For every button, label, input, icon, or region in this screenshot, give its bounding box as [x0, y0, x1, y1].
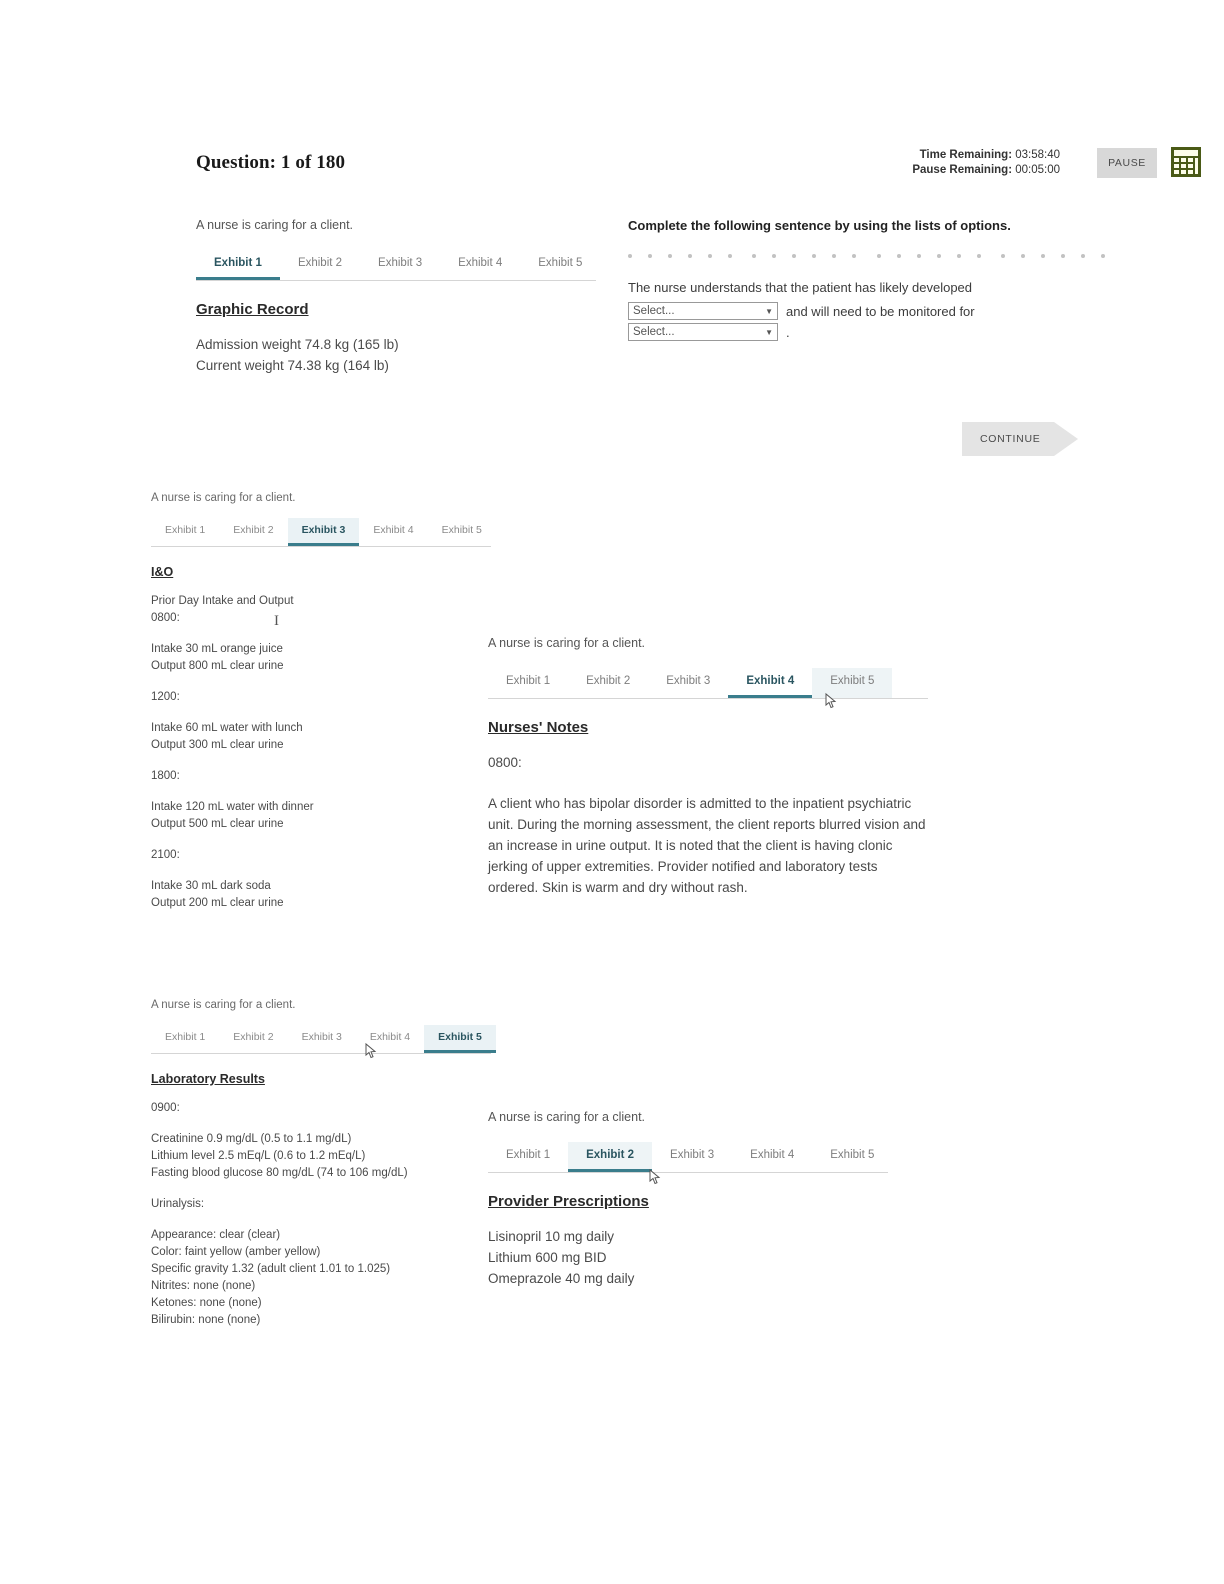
urinalysis-line: Color: faint yellow (amber yellow) — [151, 1246, 321, 1258]
tab-exhibit-5[interactable]: Exhibit 5 — [538, 257, 583, 269]
exhibit-panel-laboratory — [151, 999, 491, 1329]
caring-text: A nurse is caring for a client. — [151, 999, 296, 1011]
timer-block — [912, 148, 1060, 178]
lab-result: Creatinine 0.9 mg/dL (0.5 to 1.1 mg/dL) — [151, 1133, 352, 1145]
current-weight: Current weight 74.38 kg (164 lb) — [196, 358, 389, 373]
io-line: Intake 60 mL water with lunch — [151, 722, 303, 734]
dropdown-condition-value: Select... — [633, 305, 675, 317]
pause-button[interactable]: PAUSE — [1097, 148, 1157, 178]
prescription-line: Lithium 600 mg BID — [488, 1250, 607, 1265]
section-title: Graphic Record — [196, 301, 309, 318]
exhibit-tabs-io — [151, 518, 491, 547]
io-line: Intake 30 mL dark soda — [151, 880, 271, 892]
urinalysis-line: Nitrites: none (none) — [151, 1280, 256, 1292]
chevron-down-icon: ▼ — [765, 306, 773, 316]
tab-exhibit-4[interactable]: Exhibit 4 — [369, 1031, 411, 1043]
tab-exhibit-2[interactable]: Exhibit 2 — [586, 675, 631, 687]
tab-exhibit-2[interactable]: Exhibit 2 — [568, 1142, 652, 1172]
tab-exhibit-4[interactable]: Exhibit 4 — [373, 524, 414, 536]
caring-text: A nurse is caring for a client. — [488, 1110, 646, 1124]
tab-exhibit-3[interactable]: Exhibit 3 — [666, 675, 711, 687]
io-line: Output 300 mL clear urine — [151, 739, 284, 751]
section-title: Laboratory Results — [151, 1072, 265, 1086]
admission-weight: Admission weight 74.8 kg (165 lb) — [196, 337, 399, 352]
tab-exhibit-2[interactable]: Exhibit 2 — [233, 1031, 274, 1043]
tab-exhibit-4[interactable]: Exhibit 4 — [750, 1149, 795, 1161]
tab-exhibit-5[interactable]: Exhibit 5 — [424, 1025, 496, 1053]
lab-result: Lithium level 2.5 mEq/L (0.6 to 1.2 mEq/L) — [151, 1150, 366, 1162]
sentence-lead: The nurse understands that the patient has likely developed — [628, 280, 973, 295]
tab-exhibit-4[interactable]: Exhibit 4 — [458, 257, 503, 269]
exhibit-tabs-graphic — [196, 250, 596, 281]
urinalysis-line: Appearance: clear (clear) — [151, 1229, 281, 1241]
tab-exhibit-1[interactable]: Exhibit 1 — [165, 1031, 206, 1043]
pause-remaining-value: 00:05:00 — [1015, 164, 1060, 176]
exhibit-tabs-rx — [488, 1142, 888, 1173]
exhibit-tabs-labs — [151, 1025, 491, 1054]
lab-time: 0900: — [151, 1102, 180, 1114]
urinalysis-line: Bilirubin: none (none) — [151, 1314, 261, 1326]
sentence-mid: and will need to be monitored for — [786, 303, 975, 319]
io-line: Output 500 mL clear urine — [151, 818, 284, 830]
tab-exhibit-1[interactable]: Exhibit 1 — [165, 524, 206, 536]
sentence-period: . — [786, 324, 790, 340]
note-time: 0800: — [488, 755, 522, 770]
dropdown-condition[interactable] — [628, 302, 778, 320]
continue-arrow-icon — [1054, 422, 1078, 456]
tab-exhibit-3[interactable]: Exhibit 3 — [670, 1149, 715, 1161]
select-row-2 — [628, 323, 1068, 341]
tab-exhibit-1[interactable]: Exhibit 1 — [196, 250, 280, 280]
dotted-separator — [628, 247, 1068, 265]
io-line: 1800: — [151, 770, 180, 782]
exhibit-panel-graphic-record — [196, 218, 596, 376]
note-paragraph: A client who has bipolar disorder is admitted to the inpatient psychiatric unit. During the morning assessment, the client reports blurred vision and an increase in urine output. It is noted that the client is having clonic jerking of upper extremities. Provider notified and laboratory tests ordered. Skin is warm and dry without rash. — [488, 796, 926, 895]
exhibit-panel-prescriptions — [488, 1110, 888, 1289]
io-line: Output 200 mL clear urine — [151, 897, 284, 909]
tab-exhibit-2[interactable]: Exhibit 2 — [233, 524, 274, 536]
caring-text: A nurse is caring for a client. — [196, 218, 354, 232]
dropdown-monitor[interactable] — [628, 323, 778, 341]
tab-exhibit-5[interactable]: Exhibit 5 — [812, 668, 892, 698]
dropdown-monitor-value: Select... — [633, 326, 675, 338]
question-panel — [628, 218, 1068, 341]
tab-exhibit-1[interactable]: Exhibit 1 — [506, 675, 551, 687]
continue-button[interactable] — [962, 422, 1078, 456]
section-title: Nurses' Notes — [488, 719, 589, 736]
io-line: Intake 120 mL water with dinner — [151, 801, 314, 813]
text-cursor-icon: I — [274, 613, 279, 629]
caring-text: A nurse is caring for a client. — [151, 492, 296, 504]
urinalysis-label: Urinalysis: — [151, 1198, 205, 1210]
io-line: 2100: — [151, 849, 180, 861]
exhibit-tabs-notes — [488, 668, 928, 699]
pause-remaining-line — [912, 163, 1060, 178]
select-row-1 — [628, 302, 1068, 320]
urinalysis-line: Ketones: none (none) — [151, 1297, 262, 1309]
caring-text: A nurse is caring for a client. — [488, 636, 646, 650]
section-title: Provider Prescriptions — [488, 1193, 649, 1210]
tab-exhibit-5[interactable]: Exhibit 5 — [830, 1149, 875, 1161]
calculator-icon[interactable] — [1170, 146, 1202, 178]
io-line: Prior Day Intake and Output — [151, 595, 294, 607]
prescription-line: Omeprazole 40 mg daily — [488, 1271, 635, 1286]
exhibit-panel-io — [151, 492, 491, 912]
io-line: Output 800 mL clear urine — [151, 660, 284, 672]
chevron-down-icon: ▼ — [765, 327, 773, 337]
io-line: Intake 30 mL orange juice — [151, 643, 283, 655]
question-prompt: Complete the following sentence by using the lists of options. — [628, 218, 1011, 233]
tab-exhibit-2[interactable]: Exhibit 2 — [297, 257, 343, 269]
section-title: I&O — [151, 565, 174, 579]
pause-remaining-label: Pause Remaining: — [912, 164, 1013, 176]
exhibit-panel-nurses-notes — [488, 636, 928, 898]
tab-exhibit-4[interactable]: Exhibit 4 — [728, 668, 812, 698]
tab-exhibit-3[interactable]: Exhibit 3 — [288, 518, 360, 546]
urinalysis-line: Specific gravity 1.32 (adult client 1.01 to 1.025) — [151, 1263, 391, 1275]
continue-label: CONTINUE — [962, 422, 1054, 456]
time-remaining-label: Time Remaining: — [919, 149, 1013, 161]
tab-exhibit-3[interactable]: Exhibit 3 — [378, 257, 423, 269]
tab-exhibit-1[interactable]: Exhibit 1 — [506, 1149, 551, 1161]
prescription-line: Lisinopril 10 mg daily — [488, 1229, 615, 1244]
time-remaining-value: 03:58:40 — [1015, 149, 1060, 161]
page-title: Question: 1 of 180 — [196, 152, 346, 173]
io-line: 0800: — [151, 612, 180, 624]
time-remaining-line — [912, 148, 1060, 163]
lab-result: Fasting blood glucose 80 mg/dL (74 to 106 mg/dL) — [151, 1167, 408, 1179]
io-line: 1200: — [151, 691, 180, 703]
tab-exhibit-5[interactable]: Exhibit 5 — [441, 524, 482, 536]
tab-exhibit-3[interactable]: Exhibit 3 — [301, 1031, 342, 1043]
